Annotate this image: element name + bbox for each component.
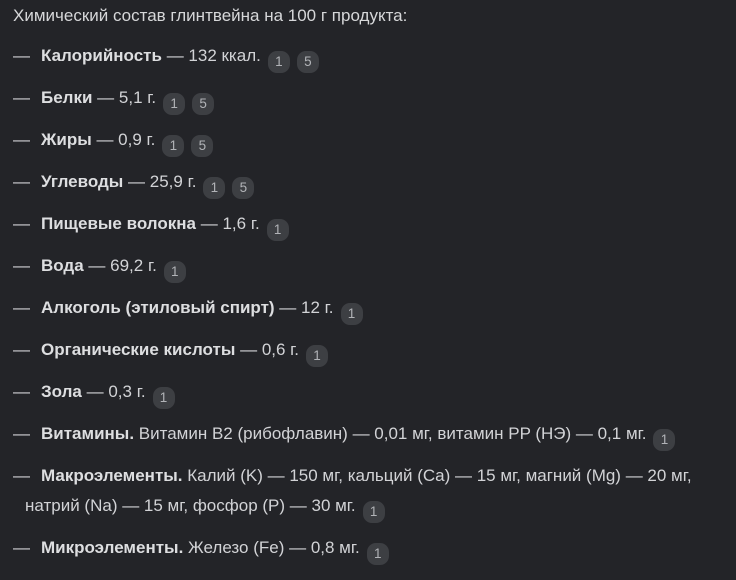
item-term: Зола <box>41 382 82 401</box>
citation-group <box>261 46 319 69</box>
list-item <box>13 419 697 451</box>
list-item <box>13 533 697 565</box>
citation-badge[interactable]: 1 <box>268 51 290 73</box>
item-term: Макроэлементы. <box>41 466 183 485</box>
list-bullet: — <box>13 538 30 557</box>
list-bullet: — <box>13 46 30 65</box>
citation-group <box>356 496 385 519</box>
item-term: Органические кислоты <box>41 340 236 359</box>
list-item <box>13 209 697 241</box>
list-bullet: — <box>13 130 30 149</box>
item-term: Пищевые волокна <box>41 214 196 233</box>
item-term: Витамины. <box>41 424 135 443</box>
list-item <box>13 377 697 409</box>
list-bullet: — <box>13 88 30 107</box>
citation-badge[interactable]: 1 <box>306 345 328 367</box>
item-value: Железо (Fe) — 0,8 мг. <box>188 538 360 557</box>
citation-group <box>299 340 328 363</box>
citation-badge[interactable]: 5 <box>192 93 214 115</box>
citation-group <box>155 130 213 153</box>
list-bullet: — <box>13 214 30 233</box>
composition-list <box>13 41 697 565</box>
item-term: Углеводы <box>41 172 124 191</box>
citation-group <box>146 382 175 405</box>
item-term: Калорийность <box>41 46 162 65</box>
list-bullet: — <box>13 382 30 401</box>
list-bullet: — <box>13 424 30 443</box>
citation-group <box>360 538 389 561</box>
list-item <box>13 83 697 115</box>
item-value: — 1,6 г. <box>200 214 260 233</box>
citation-badge[interactable]: 1 <box>363 501 385 523</box>
list-bullet: — <box>13 172 30 191</box>
item-term: Микроэлементы. <box>41 538 184 557</box>
list-item <box>13 293 697 325</box>
list-bullet: — <box>13 340 30 359</box>
citation-badge[interactable]: 1 <box>367 543 389 565</box>
citation-badge[interactable]: 1 <box>163 93 185 115</box>
citation-group <box>260 214 289 237</box>
list-bullet: — <box>13 256 30 275</box>
item-value: — 132 ккал. <box>166 46 261 65</box>
item-value: — 0,6 г. <box>240 340 300 359</box>
citation-badge[interactable]: 5 <box>232 177 254 199</box>
item-value: Витамин B2 (рибофлавин) — 0,01 мг, витамин PP (НЭ) — 0,1 мг. <box>138 424 647 443</box>
citation-badge[interactable]: 1 <box>341 303 363 325</box>
item-term: Жиры <box>41 130 92 149</box>
list-item <box>13 335 697 367</box>
item-value: — 5,1 г. <box>97 88 157 107</box>
item-value: Калий (K) — 150 мг, кальций (Ca) — 15 мг, магний (Mg) — 20 мг, натрий (Na) — 15 мг, фосфор (P) — 30 мг. <box>25 466 692 515</box>
item-value: — 0,3 г. <box>86 382 146 401</box>
item-value: — 25,9 г. <box>128 172 197 191</box>
item-value: — 0,9 г. <box>96 130 156 149</box>
item-value: — 12 г. <box>279 298 334 317</box>
citation-badge[interactable]: 1 <box>267 219 289 241</box>
citation-badge[interactable]: 1 <box>153 387 175 409</box>
citation-group <box>334 298 363 321</box>
item-term: Вода <box>41 256 84 275</box>
answer-header: Химический состав глинтвейна на 100 г продукта: <box>13 6 408 25</box>
citation-badge[interactable]: 1 <box>164 261 186 283</box>
item-term: Белки <box>41 88 93 107</box>
list-item <box>13 167 697 199</box>
citation-group <box>156 88 214 111</box>
citation-badge[interactable]: 5 <box>191 135 213 157</box>
citation-badge[interactable]: 5 <box>297 51 319 73</box>
citation-group <box>646 424 675 447</box>
item-term: Алкоголь (этиловый спирт) <box>41 298 275 317</box>
item-value: — 69,2 г. <box>88 256 157 275</box>
citation-badge[interactable]: 1 <box>653 429 675 451</box>
list-item <box>13 251 697 283</box>
citation-group <box>196 172 254 195</box>
list-item <box>13 461 697 523</box>
list-item <box>13 125 697 157</box>
list-bullet: — <box>13 466 30 485</box>
citation-group <box>157 256 186 279</box>
list-item <box>13 41 697 73</box>
citation-badge[interactable]: 1 <box>162 135 184 157</box>
citation-badge[interactable]: 1 <box>203 177 225 199</box>
list-bullet: — <box>13 298 30 317</box>
